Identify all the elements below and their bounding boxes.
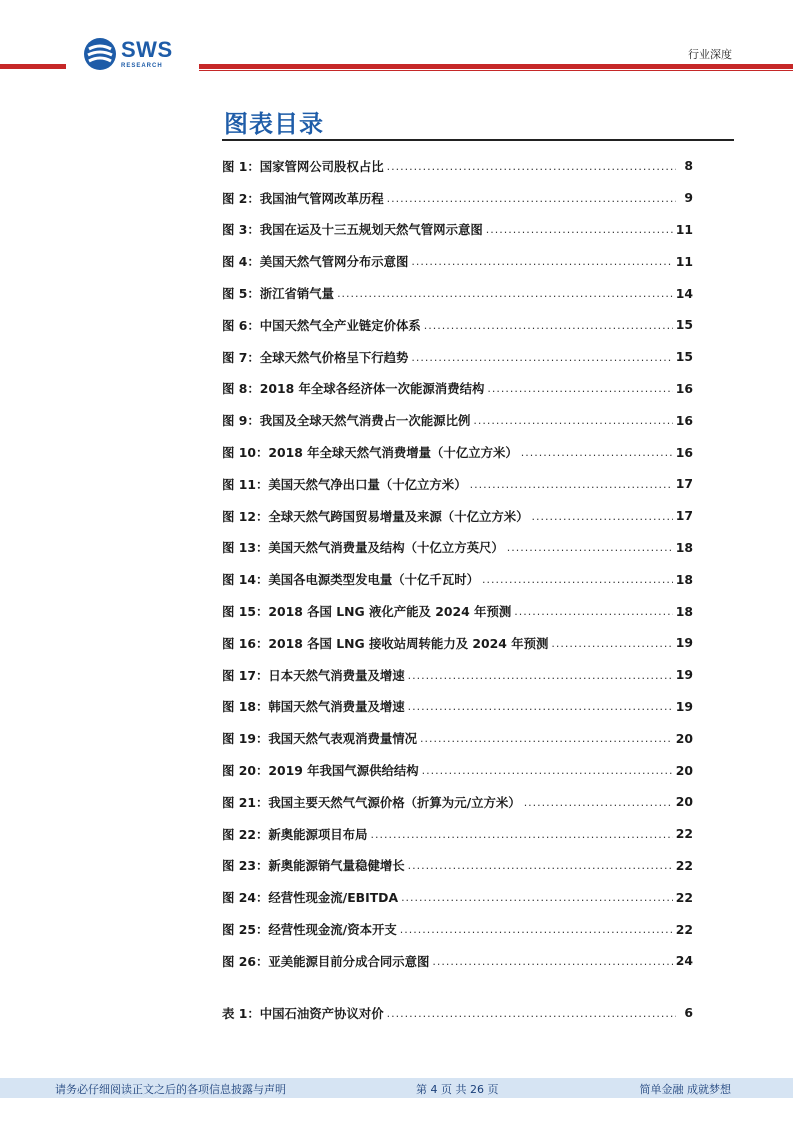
toc-entry[interactable] <box>222 659 693 691</box>
toc-entry-page: 19 <box>675 635 693 651</box>
toc-entry-page: 22 <box>675 826 693 842</box>
toc-entry-page: 11 <box>675 221 693 237</box>
toc-entry-label: 图 11：美国天然气净出口量（十亿立方米） <box>222 476 467 492</box>
toc-entry-label: 图 16：2018 各国 LNG 接收站周转能力及 2024 年预测 <box>222 635 549 651</box>
toc-dot-leader <box>424 318 673 332</box>
footer-page-info: 第 4 页 共 26 页 <box>416 1083 499 1096</box>
toc-dot-leader <box>387 159 676 173</box>
toc-entry[interactable] <box>222 881 693 913</box>
toc-dot-leader <box>387 1006 676 1020</box>
toc-entry-page: 14 <box>675 285 693 301</box>
toc-entry-label: 图 3：我国在运及十三五规划天然气管网示意图 <box>222 222 483 238</box>
toc-dot-leader <box>411 254 672 268</box>
table-toc-list <box>222 997 693 1029</box>
figure-toc-list <box>222 150 693 977</box>
toc-dot-leader <box>337 286 673 300</box>
toc-dot-leader <box>400 922 673 936</box>
toc-dot-leader <box>532 509 673 523</box>
toc-entry-page: 19 <box>675 667 693 683</box>
header-rule-right <box>199 64 793 69</box>
toc-entry-label: 图 24：经营性现金流/EBITDA <box>222 890 399 906</box>
toc-entry-page: 22 <box>675 921 693 937</box>
toc-dot-leader <box>524 795 673 809</box>
header-rule-left <box>0 64 66 69</box>
toc-entry-page: 16 <box>675 380 693 396</box>
sws-logo <box>83 34 193 74</box>
toc-entry[interactable] <box>222 245 693 277</box>
toc-entry[interactable] <box>222 691 693 723</box>
toc-entry-label: 图 18：韩国天然气消费量及增速 <box>222 699 405 715</box>
logo-text: SWS <box>121 37 173 62</box>
toc-entry[interactable] <box>222 754 693 786</box>
toc-entry-label: 图 15：2018 各国 LNG 液化产能及 2024 年预测 <box>222 604 512 620</box>
toc-entry-page: 11 <box>675 253 693 269</box>
toc-entry[interactable] <box>222 404 693 436</box>
toc-entry-label: 图 7：全球天然气价格呈下行趋势 <box>222 349 409 365</box>
toc-entry-label: 图 25：经营性现金流/资本开支 <box>222 922 397 938</box>
toc-dot-leader <box>507 540 673 554</box>
toc-dot-leader <box>411 350 672 364</box>
toc-entry[interactable] <box>222 436 693 468</box>
toc-entry-page: 22 <box>675 857 693 873</box>
toc-entry-label: 图 6：中国天然气全产业链定价体系 <box>222 317 421 333</box>
page-footer <box>0 1078 793 1098</box>
toc-dot-leader <box>470 477 673 491</box>
toc-dot-leader <box>551 636 672 650</box>
toc-entry-label: 图 1：国家管网公司股权占比 <box>222 158 384 174</box>
toc-entry[interactable] <box>222 818 693 850</box>
logo-subtext: RESEARCH <box>121 63 163 69</box>
toc-entry-label: 图 4：美国天然气管网分布示意图 <box>222 254 409 270</box>
toc-entry[interactable] <box>222 277 693 309</box>
toc-dot-leader <box>486 222 673 236</box>
toc-dot-leader <box>487 381 672 395</box>
toc-entry-page: 19 <box>675 698 693 714</box>
toc-entry[interactable] <box>222 150 693 182</box>
toc-entry-label: 图 5：浙江省销气量 <box>222 286 335 302</box>
toc-entry-page: 20 <box>675 794 693 810</box>
toc-dot-leader <box>432 954 672 968</box>
toc-entry-label: 图 19：我国天然气表观消费量情况 <box>222 731 418 747</box>
toc-entry-page: 16 <box>675 444 693 460</box>
toc-entry-label: 图 12：全球天然气跨国贸易增量及来源（十亿立方米） <box>222 508 529 524</box>
toc-entry-label: 图 26：亚美能源目前分成合同示意图 <box>222 953 430 969</box>
toc-dot-leader <box>521 445 673 459</box>
toc-dot-leader <box>370 827 672 841</box>
page-title: 图表目录 <box>224 110 324 138</box>
toc-entry-page: 17 <box>675 508 693 524</box>
toc-entry-page: 16 <box>675 412 693 428</box>
toc-entry[interactable] <box>222 627 693 659</box>
toc-dot-leader <box>420 731 673 745</box>
toc-entry-page: 18 <box>675 539 693 555</box>
toc-dot-leader <box>408 858 673 872</box>
footer-disclaimer: 请务必仔细阅读正文之后的各项信息披露与声明 <box>55 1083 286 1096</box>
page-header <box>0 0 793 90</box>
toc-entry[interactable] <box>222 468 693 500</box>
toc-entry[interactable] <box>222 997 693 1029</box>
toc-entry-label: 图 17：日本天然气消费量及增速 <box>222 667 405 683</box>
toc-entry[interactable] <box>222 532 693 564</box>
toc-entry-label: 图 9：我国及全球天然气消费占一次能源比例 <box>222 413 471 429</box>
toc-entry[interactable] <box>222 786 693 818</box>
toc-entry-label: 图 20：2019 年我国气源供给结构 <box>222 763 419 779</box>
toc-dot-leader <box>408 668 673 682</box>
toc-entry-page: 24 <box>675 953 693 969</box>
toc-entry-label: 图 22：新奥能源项目布局 <box>222 826 368 842</box>
toc-entry[interactable] <box>222 945 693 977</box>
toc-entry[interactable] <box>222 182 693 214</box>
toc-entry-label: 图 23：新奥能源销气量稳健增长 <box>222 858 405 874</box>
toc-entry-page: 8 <box>684 158 693 174</box>
toc-entry-label: 图 10：2018 年全球天然气消费增量（十亿立方米） <box>222 445 518 461</box>
toc-entry[interactable] <box>222 373 693 405</box>
toc-entry[interactable] <box>222 722 693 754</box>
toc-entry-label: 图 14：美国各电源类型发电量（十亿千瓦时） <box>222 572 479 588</box>
toc-entry-label: 表 1：中国石油资产协议对价 <box>222 1005 384 1021</box>
toc-entry-page: 15 <box>675 317 693 333</box>
toc-dot-leader <box>473 413 672 427</box>
toc-entry-page: 20 <box>675 730 693 746</box>
toc-dot-leader <box>482 572 673 586</box>
toc-entry-label: 图 8：2018 年全球各经济体一次能源消费结构 <box>222 381 485 397</box>
toc-entry-label: 图 2：我国油气管网改革历程 <box>222 190 384 206</box>
doc-type-label: 行业深度 <box>688 48 732 61</box>
title-divider <box>222 139 734 141</box>
toc-dot-leader <box>401 890 673 904</box>
toc-entry[interactable] <box>222 595 693 627</box>
toc-dot-leader <box>387 191 676 205</box>
toc-entry[interactable] <box>222 500 693 532</box>
toc-entry-page: 15 <box>675 349 693 365</box>
toc-entry[interactable] <box>222 563 693 595</box>
toc-entry-page: 18 <box>675 603 693 619</box>
header-rule-thin <box>199 70 793 71</box>
footer-slogan: 简单金融 成就梦想 <box>639 1083 731 1096</box>
toc-entry-page: 18 <box>675 571 693 587</box>
toc-entry-label: 图 13：美国天然气消费量及结构（十亿立方英尺） <box>222 540 504 556</box>
toc-entry[interactable] <box>222 309 693 341</box>
toc-entry[interactable] <box>222 913 693 945</box>
toc-entry-label: 图 21：我国主要天然气气源价格（折算为元/立方米） <box>222 794 521 810</box>
toc-entry[interactable] <box>222 214 693 246</box>
toc-entry-page: 22 <box>675 889 693 905</box>
toc-dot-leader <box>422 763 673 777</box>
toc-entry[interactable] <box>222 850 693 882</box>
toc-entry[interactable] <box>222 341 693 373</box>
toc-entry-page: 20 <box>675 762 693 778</box>
toc-entry-page: 9 <box>684 190 693 206</box>
toc-dot-leader <box>514 604 673 618</box>
sws-logo-icon <box>83 37 117 71</box>
toc-entry-page: 6 <box>684 1005 693 1021</box>
toc-dot-leader <box>408 699 673 713</box>
toc-entry-page: 17 <box>675 476 693 492</box>
